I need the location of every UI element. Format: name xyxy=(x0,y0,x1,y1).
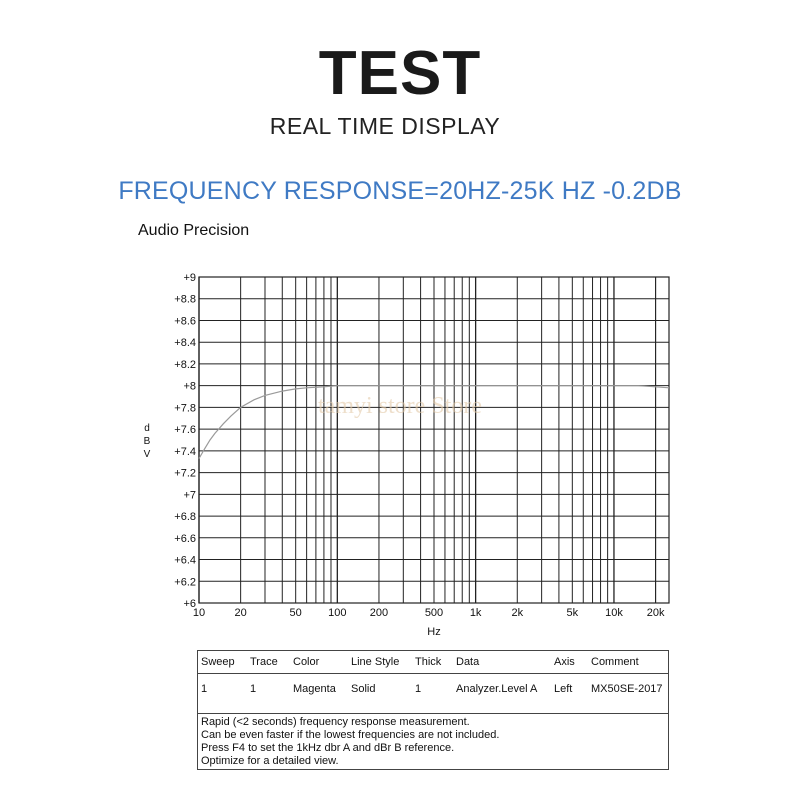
x-tick-label: 20 xyxy=(234,607,247,619)
table-row xyxy=(198,674,668,696)
y-tick-label: +7.2 xyxy=(174,467,196,480)
y-tick-label: +7.4 xyxy=(174,445,196,458)
brand-label: Audio Precision xyxy=(138,222,250,239)
page-title: TEST xyxy=(318,39,482,108)
x-tick-label: 500 xyxy=(424,607,444,619)
x-tick-label: 1k xyxy=(469,607,482,619)
header-axis: Axis xyxy=(554,656,575,668)
y-tick-label: +8.4 xyxy=(174,337,196,350)
x-tick-label: 5k xyxy=(566,607,579,619)
x-tick-label: 100 xyxy=(328,607,347,619)
cell-line-style: Solid xyxy=(351,683,376,695)
page-subtitle: REAL TIME DISPLAY xyxy=(269,113,501,139)
cell-thick: 1 xyxy=(415,683,422,695)
note-line: Press F4 to set the 1kHz dbr A and dBr B reference. xyxy=(201,742,455,754)
y-tick-label: +6.2 xyxy=(174,576,196,589)
y-tick-label: +8.6 xyxy=(174,315,196,328)
cell-axis: Left xyxy=(554,683,573,695)
y-tick-label: +8 xyxy=(183,380,196,393)
header-data: Data xyxy=(456,656,480,668)
cell-trace: 1 xyxy=(250,683,257,695)
y-tick-label: +8.8 xyxy=(174,293,196,306)
y-axis-label-v: V xyxy=(143,449,151,460)
cell-color: Magenta xyxy=(293,683,336,695)
y-tick-label: +6 xyxy=(183,598,196,610)
header-trace: Trace xyxy=(250,656,278,668)
cell-comment: MX50SE-2017 xyxy=(591,683,663,695)
x-tick-label: 20k xyxy=(646,607,665,619)
y-tick-label: +9 xyxy=(183,272,196,284)
header-comment: Comment xyxy=(591,656,639,668)
y-tick-label: +7 xyxy=(183,489,196,502)
header-line-style: Line Style xyxy=(351,656,400,668)
y-axis-label-b: B xyxy=(143,436,151,447)
x-tick-label: 2k xyxy=(511,607,524,619)
y-axis-label-d: d xyxy=(144,423,150,434)
y-tick-label: +8.2 xyxy=(174,358,196,371)
header-sweep: Sweep xyxy=(201,656,235,668)
y-tick-label: +6.6 xyxy=(174,532,196,545)
y-tick-label: +7.6 xyxy=(174,424,196,437)
frequency-response-spec: FREQUENCY RESPONSE=20HZ-25K HZ -0.2DB xyxy=(118,177,682,205)
cell-sweep: 1 xyxy=(201,683,208,695)
legend-table-header xyxy=(198,651,668,674)
x-tick-label: 50 xyxy=(289,607,302,619)
note-line: Can be even faster if the lowest frequencies are not included. xyxy=(201,729,500,741)
measurement-notes xyxy=(198,713,668,770)
y-tick-label: +6.4 xyxy=(174,554,196,567)
trace-legend-table xyxy=(197,650,669,770)
note-line: Rapid (<2 seconds) frequency response measurement. xyxy=(201,716,470,728)
header-color: Color xyxy=(293,656,320,668)
y-tick-label: +6.8 xyxy=(174,511,196,524)
x-tick-label: 200 xyxy=(369,607,389,619)
cell-data: Analyzer.Level A xyxy=(456,683,538,695)
x-tick-label: 10 xyxy=(192,607,206,619)
axis-ticks xyxy=(174,272,665,619)
x-axis-label: Hz xyxy=(427,626,441,638)
grid xyxy=(199,277,669,603)
watermark: tamyi store Store xyxy=(318,393,482,419)
note-line: Optimize for a detailed view. xyxy=(201,755,339,767)
header-thick: Thick xyxy=(415,656,442,668)
y-tick-label: +7.8 xyxy=(174,402,196,415)
x-tick-label: 10k xyxy=(605,607,623,619)
